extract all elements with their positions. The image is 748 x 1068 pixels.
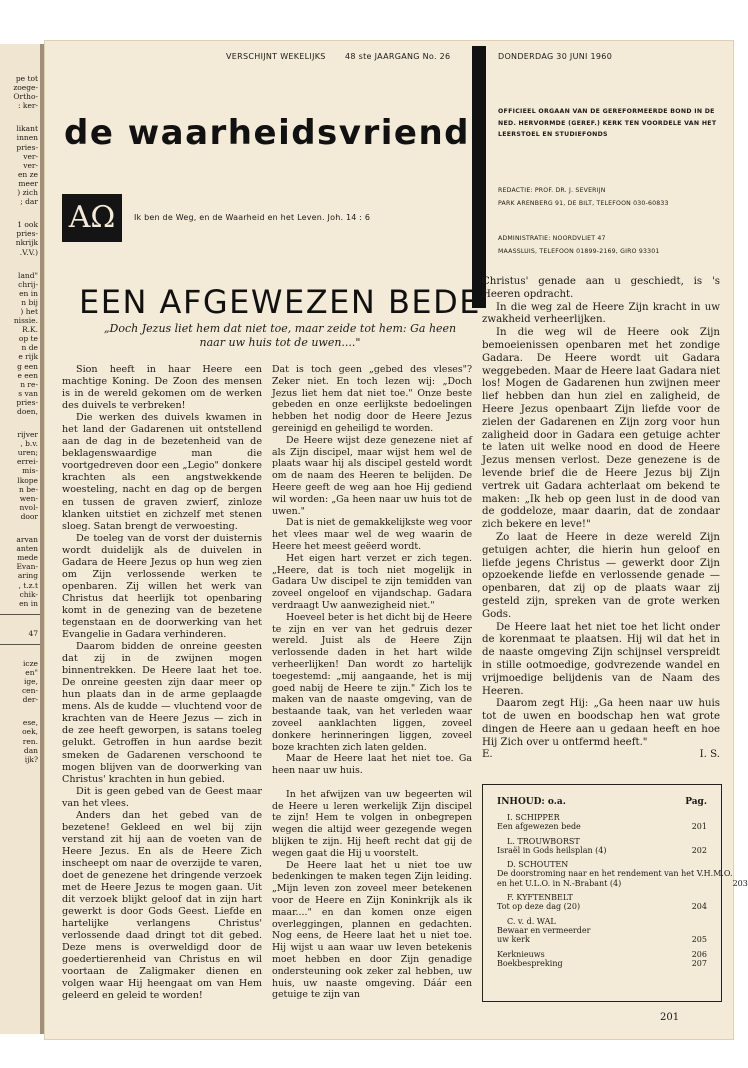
toc-author: C. v. d. WAL [507,916,556,926]
article-paragraph: Die werken des duivels kwamen in het land der Gadarenen uit ontstellend aan de dag in de bezetenheid van de beklagenswaardige man die voortgedreven door een „Legio" donkere krachten als een angstwekkende woesteling, nacht en dag op de bergen en tussen de graven zwierf, zinloze klanken uitstiet en zichzelf met stenen sloeg. Satan brengt de verwoesting. [62,412,262,532]
page-number: 201 [660,1012,680,1023]
article-paragraph: De Heere laat het niet toe het licht onder de korenmaat te plaatsen. Hij wil dat het in de naaste omgeving Zijn schijnsel verspreidt in stille ootmoedige, godvrezende wandel en vrijmoedige belijdenis van de Naam des Heeren. [482,621,720,697]
toc-extra-entries [483,950,721,969]
article-column-3 [482,276,720,762]
article-column-2 [272,364,472,1001]
article-paragraph: In het afwijzen van uw begeerten wil de Heere u leren werkelijk Zijn discipel te zijn! Hem te volgen in onbegrepen wegen die altijd weer gezegende wegen blijken te zijn. Hij heeft recht dat gij de wegen gaat die Hij u voorstelt. [272,788,472,859]
toc-items [483,813,748,969]
toc-entry [483,917,721,945]
previous-page-fragments [0,74,40,764]
toc-title: Een afgewezen bede [497,822,581,831]
article-paragraph: De Heere laat het u niet toe uw bedenkingen te maken tegen Zijn leiding. „Mijn leven zon zoveel meer betekenen voor de Heere en Zijn Koninkrijk als ik maar...." en dan komen onze eigen overleggingen, plannen en gedachten. Nog eens, de Heere laat het u niet toe. Hij wijst u aan waar uw leven betekenis moet hebben en door Zijn genadige ondersteuning ook zeker zal hebben, uw huis, uw naaste omgeving. Dáár een getuige te zijn van [272,859,472,1001]
article-paragraph: Dit is geen gebed van de Geest maar van het vlees. [62,785,262,809]
article-paragraph: Dat is niet de gemakkelijkste weg voor het vlees maar wel de weg waarin de Heere het meest geëerd wordt. [272,517,472,552]
masthead-divider-bar [472,46,486,308]
motto: Ik ben de Weg, en de Waarheid en het Leven. Joh. 14 : 6 [134,213,371,222]
previous-page-fragment: likant innen pries- ver- ver- en ze meer ) zich ; dar [16,124,38,207]
toc-page-heading: Pag. [685,797,707,807]
toc-title: Boekbespreking [497,959,563,968]
issue-date: DONDERDAG 30 JUNI 1960 [498,52,613,61]
toc-entry [483,813,721,832]
toc-page: 204 [691,902,707,911]
toc-entry [483,860,748,888]
toc-entry [483,893,721,912]
volume-number: 48 ste JAARGANG No. 26 [345,52,451,61]
table-of-contents [482,784,748,1002]
admin-address-line: MAASSLUIS, TELEFOON 01899-2169, GIRO 93301 [498,248,660,255]
article-column-1 [62,364,262,1002]
article-paragraph: In die weg wil de Heere ook Zijn bemoeienissen openbaren met het zondige Gadara. De Heere wordt uit Gadara weggebeden. Maar de Heere laat Gadara niet los! Mogen de Gadarenen hun zwijnen meer lief hebben dan hun ziel en zaligheid, de Heere Jezus openbaart Zijn liefde voor de zielen der Gadarenen en Zijn zorg voor hun zaligheid door in Gadara een getuige achter te laten uit welke nood en dood de Heere Jezus mensen verlost. Deze genezene is de levende brief die de Heere Jezus bij Zijn vertrek uit Gadara achterlaat om bekend te maken: „Ik heb op geen lust in de dood van de goddeloze, maar daarin, dat de zondaar zich bekere en leve!" [482,327,720,531]
toc-page: 203 [732,878,748,888]
toc-page: 205 [691,935,707,944]
alpha-omega-logo: AΩ [62,194,122,242]
toc-extra-entry [497,959,707,969]
editorial-info [498,184,728,210]
previous-page-fragment: icze en" ige, cen- der- [21,658,38,705]
article-paragraph: Sion heeft in haar Heere een machtige Koning. De Zoon des mensen is in de wereld gekomen om de werken des duivels te verbreken! [62,364,262,412]
toc-author: F. KYFTENBELT [507,893,573,902]
article-paragraph: Daarom zegt Hij: „Ga heen naar uw huis tot de uwen en boodschap hen wat grote dingen de Heere aan u gedaan heeft en hoe Hij Zich over u ontfermd heeft." [482,698,720,748]
toc-title: Bewaar en vermeerder uw kerk [497,925,591,944]
toc-heading: INHOUD: o.a. [497,797,566,807]
previous-page-fragment: 47 [28,628,38,638]
editor-line: REDACTIE: PROF. DR. J. SEVERIJN [498,187,606,194]
article-paragraph: De toeleg van de vorst der duisternis wordt duidelijk als de duivelen in Gadara de Heere Jezus op hun weg zien om Zijn verlossende werken te openbaren. Zij willen het werk van Christus dat heerlijk tot openbaring komt in de genezing van de bezetene tegenstaan en de doorwerking van het Evangelie in Gadara verhinderen. [62,532,262,641]
administration-info [498,232,728,258]
previous-page-fragment: rijver , b.v. uren; errei- mis- lkope n be- wen- nvol- door [17,430,38,521]
article-paragraph: Zo laat de Heere in deze wereld Zijn getuigen achter, die hierin hun geloof en liefde jegens Christus — gewerkt door Zijn opzoekende liefde en verlossende genade — openbaren, dat zij op de plaats waar zij gesteld zijn, spreken van de grote werken Gods. [482,531,720,620]
signature-right: I. S. [699,749,720,761]
publication-frequency: VERSCHIJNT WEKELIJKS [226,52,326,61]
previous-page-fragment: ese, oek, ren. dan ijk? [22,718,38,764]
toc-page: 206 [691,949,707,959]
article-paragraph: In die weg zal de Heere Zijn kracht in uw zwakheid verheerlijken. [482,301,720,326]
article-paragraph: Daarom bidden de onreine geesten dat zij in de zwijnen mogen binnentrekken. De Heere laat het toe. De onreine geesten zijn daar meer op hun plaats dan in de arme geplaagde mens. Als de kudde — vluchtend voor de krachten van de Heere Jezus — zich in de zee heeft geworpen, is satans toeleg gelukt. Getroffen in hun aardse bezit smeken de Gadarenen verschoond te mogen blijven van de doorwerking van Christus' krachten in hun gebied. [62,641,262,785]
toc-page: 207 [691,959,707,968]
toc-page: 202 [691,845,707,855]
toc-extra-entry [497,950,707,960]
toc-title: Israël in Gods heilsplan (4) [497,845,607,855]
article-paragraph: Dat is toch geen „gebed des vleses"? Zeker niet. En toch lezen wij: „Doch Jezus liet hem dat niet toe." Onze beste gebeden en onze eerlijkste bedoelingen hebben het nodig door de Heere Jezus gereinigd en geheiligd te worden. [272,364,472,434]
previous-page-edge [0,44,40,1034]
editor-address-line: PARK ARENBERG 91, DE BILT, TELEFOON 030-60833 [498,200,669,207]
masthead-title: de waarheidsvriend [64,113,470,153]
toc-author: L. TROUWBORST [507,836,580,846]
article-paragraph: Christus' genade aan u geschiedt, is 's Heeren opdracht. [482,276,720,300]
article-paragraph: Hoeveel beter is het dicht bij de Heere te zijn en ver van het gedruis dezer wereld. Juist als de Heere Zijn verlossende daden in het hart wilde verheerlijken! Dan wordt zo hartelijk toegestemd: „mij aangaande, het is mij goed nabij de Heere te zijn." Zich los te maken van de naaste omgeving, van de bestaande taak, van het verleden waar zoveel aanklachten liggen, zoveel donkere herinneringen liggen, zoveel boze krachten zich laten gelden. [272,611,472,753]
toc-title: De doorstroming naar en het rendement van het V.H.M.O. en het U.L.O. in N.-Brabant (4) [497,869,733,888]
article-headline: EEN AFGEWEZEN BEDE [79,283,481,321]
article-paragraph: De Heere wijst deze genezene niet af als Zijn discipel, maar wijst hem wel de plaats waar hij als discipel gesteld wordt om de naam des Heeren te belijden. De Heere geeft de weg aan hoe Hij gediend wil worden: „Ga heen naar uw huis tot de uwen." [272,434,472,517]
previous-page-rule [0,614,40,615]
signature-left: E. [482,749,493,761]
article-paragraph: Het eigen hart verzet er zich tegen. „Heere, dat is toch niet mogelijk in Gadara Uw discipel te zijn temidden van zoveel ongeloof en vijandschap. Gadara verdraagt Uw aanwezigheid niet." [272,552,472,611]
official-organ-statement: OFFICIEEL ORGAAN VAN DE GEREFORMEERDE BOND IN DE NED. HERVORMDE (GEREF.) KERK TEN VOORDELE VAN HET LEERSTOEL EN STUDIEFONDS [498,108,717,138]
previous-page-fragment: pe tot zoege- Ortho- : ker- [13,74,38,111]
admin-line: ADMINISTRATIE: NOORDVLIET 47 [498,235,606,242]
toc-header [483,785,721,813]
previous-page-rule [0,644,40,645]
toc-title: Tot op deze dag (20) [497,902,581,911]
toc-author: I. SCHIPPER [507,813,560,822]
article-paragraph: Anders dan het gebed van de bezetene! Gekleed en wel bij zijn verstand zit hij aan de voeten van de Heere Jezus. En als de Heere Zich inscheept om naar de overzijde te varen, doet de genezene het dringende verzoek met de Heere Jezus te mogen gaan. Uit dit verzoek blijkt geloof dat in zijn hart gewerkt is door Gods Geest. Liefde en hartelijke verlangens Christus' verlossende daad dringt tot dit gebed. Deze mens is overweldigd door de goedertierenheid van Christus en wil voortaan de Zaligmaker dienen en volgen waar Hij heengaat om van Hem geleerd en geleid te worden! [62,809,262,1002]
article-signature [482,749,720,762]
toc-page: 201 [691,822,707,831]
toc-author: D. SCHOUTEN [507,860,569,869]
previous-page-fragment: land" chrij- en in n bij ) het nissie. R.K. op te n de e rijk g een e een n re- s van pries- doen, [13,270,38,416]
previous-page-fragment: arvan anten mede Evan- aring , t.z.t chik- en in [16,535,38,608]
article-paragraph: Maar de Heere laat het niet toe. Ga heen naar uw huis. [272,753,472,777]
toc-entry [483,837,721,856]
toc-title: Kerknieuws [497,949,545,959]
previous-page-fragment: 1 ook pries- nkrijk .V.V.) [15,220,38,257]
article-subtitle: „Doch Jezus liet hem dat niet toe, maar zeide tot hem: Ga heen naar uw huis tot de uwen...." [103,322,457,349]
